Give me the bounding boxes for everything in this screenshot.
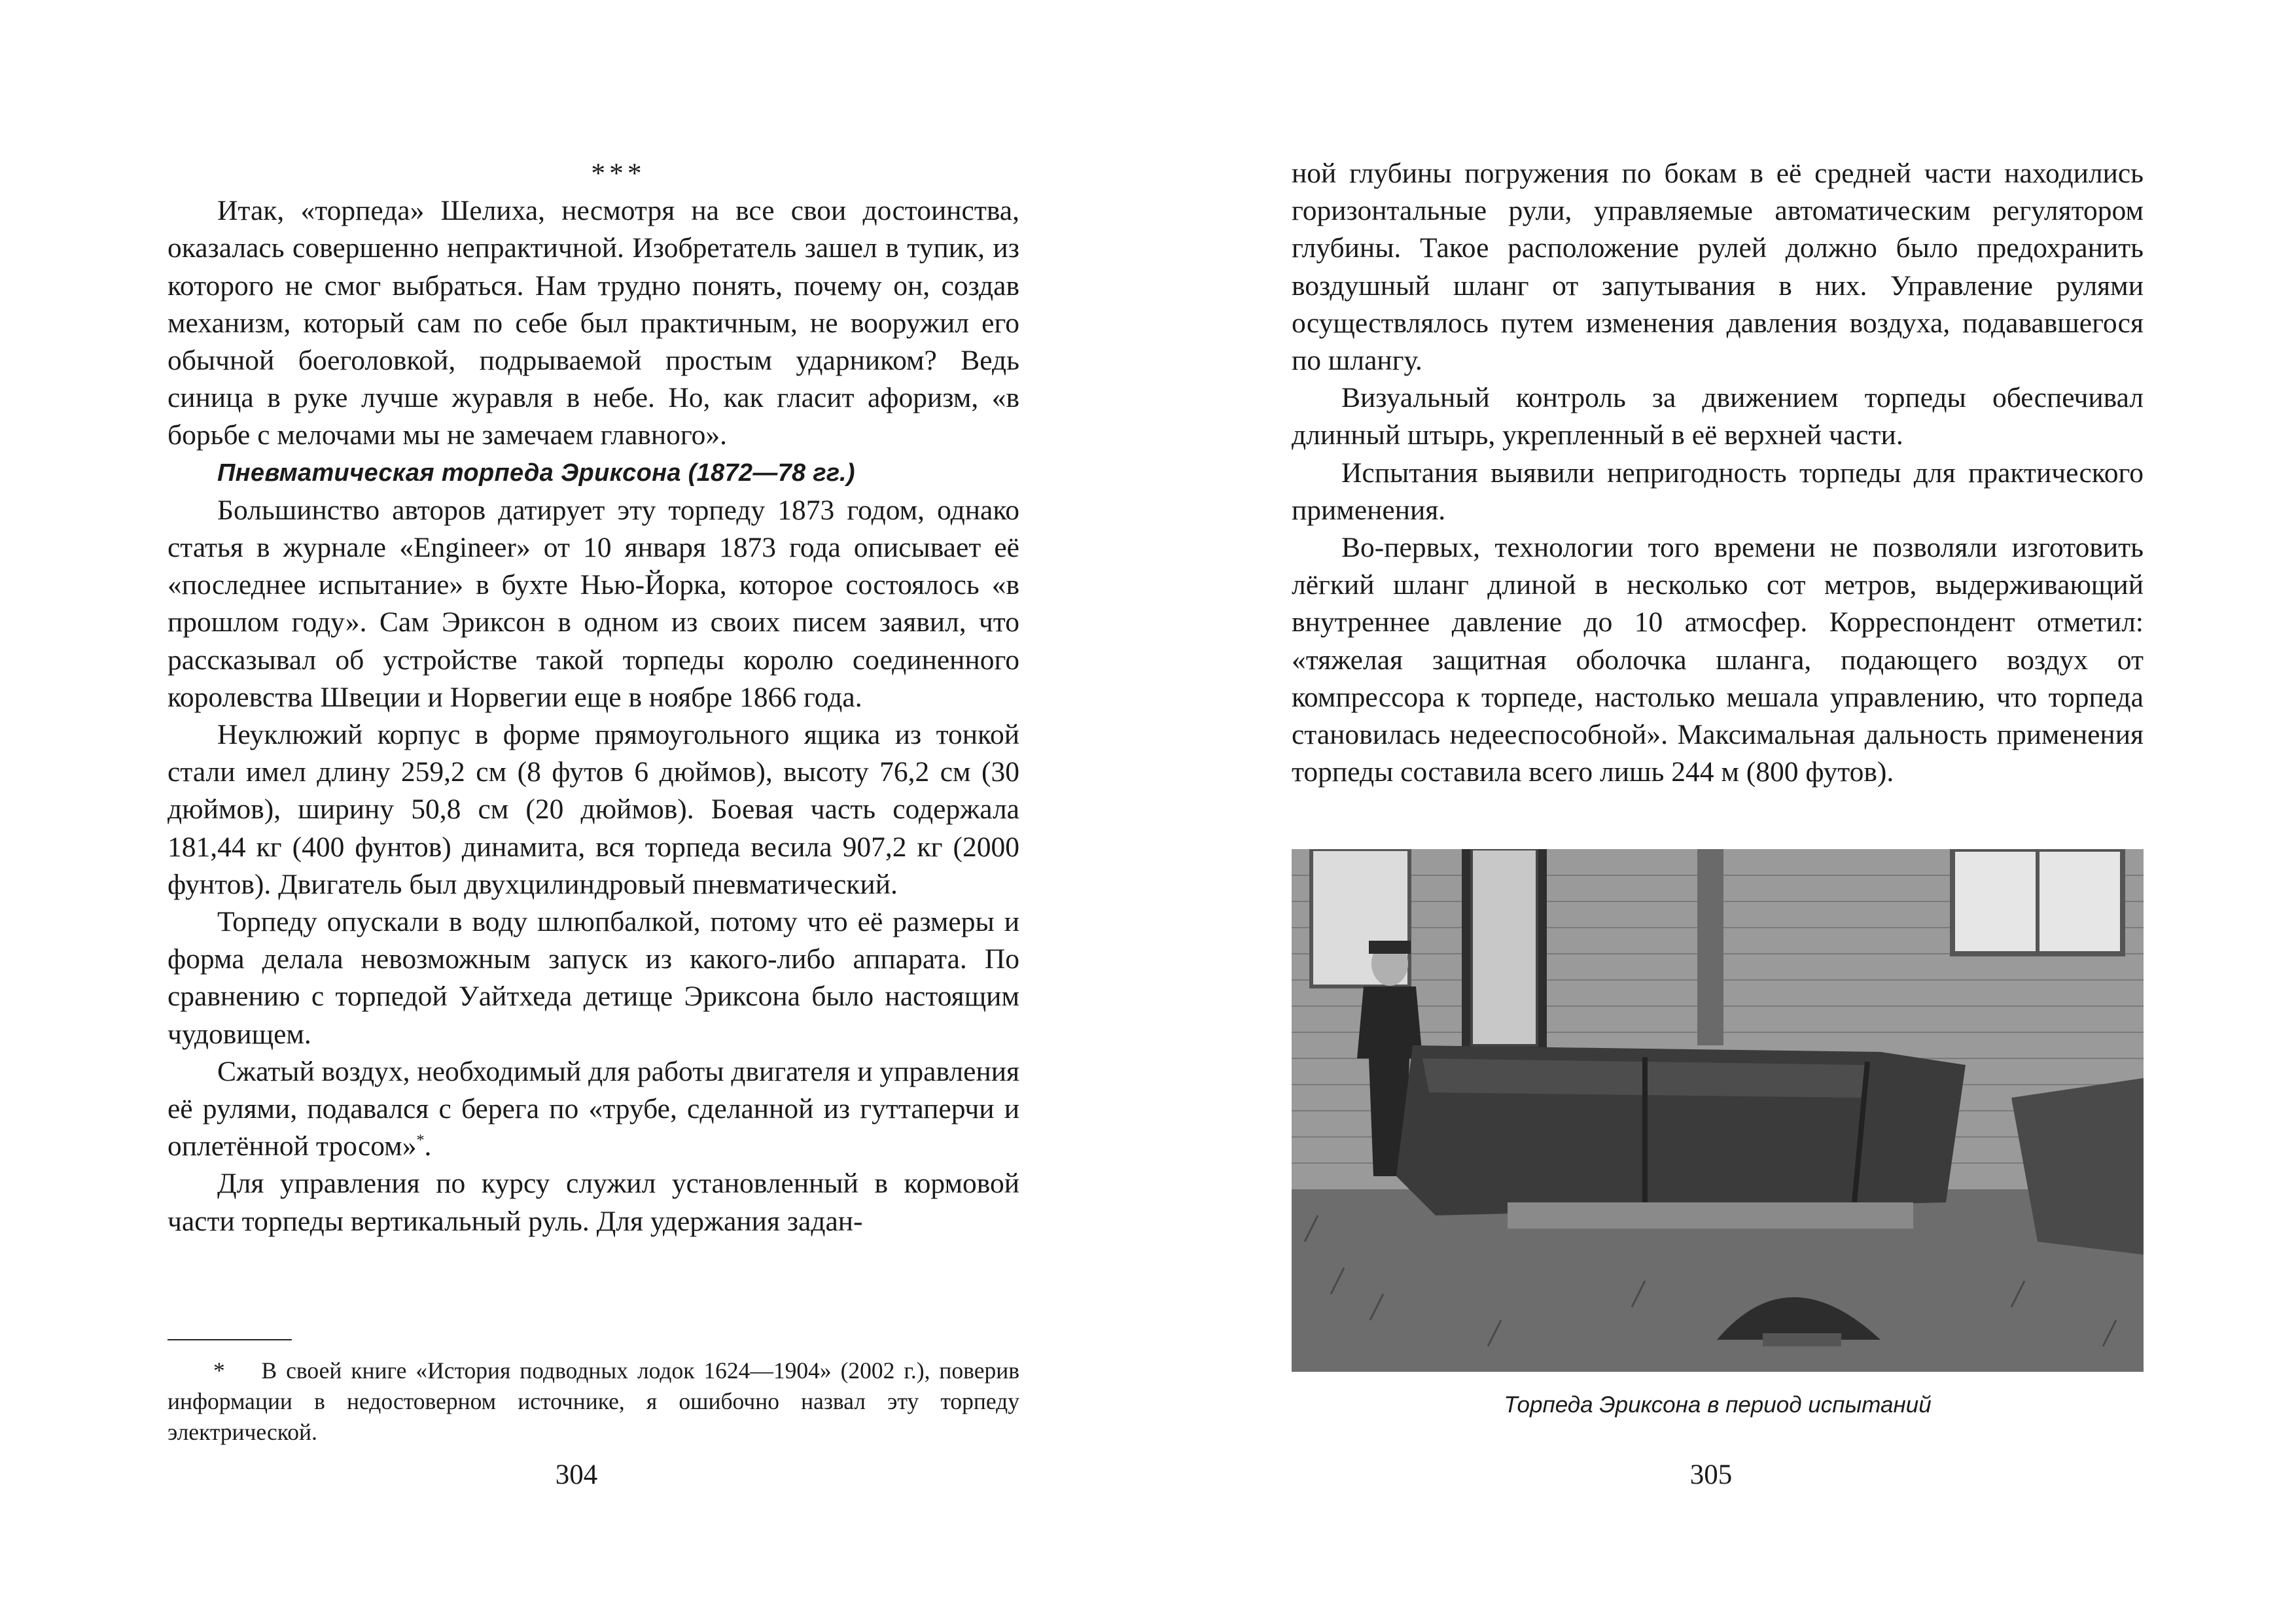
torpedo-photo-illustration bbox=[1292, 849, 2144, 1372]
page-number: 304 bbox=[555, 1459, 598, 1490]
photo-caption: Торпеда Эриксона в период испытаний bbox=[1504, 1392, 1932, 1418]
right-page bbox=[1148, 0, 2296, 1623]
paragraph: Визуальный контроль за движением торпеды обеспечивал длинный штырь, укрепленный в её верхней части. bbox=[1292, 382, 2144, 451]
paragraph: Большинство авторов датирует эту торпеду 1873 годом, однако статья в журнале «Engineer» от 10 января 1873 года описывает её «последнее испытание» в бухте Нью-Йорка, которое состоялось «в прошлом году». Сам Эриксон в одном из своих писем заявил, что рассказывал об устройстве такой торпеды королю соединенного королевства Швеции и Норвегии еще в ноябре 1866 года. bbox=[168, 494, 1019, 713]
paragraph-end: . bbox=[424, 1130, 432, 1162]
paragraph-text: Сжатый воздух, необходимый для работы двигателя и управления её рулями, подавался с берега по «трубе, сделанной из гуттаперчи и оплетённой тросом» bbox=[168, 1055, 1020, 1162]
section-heading: Пневматическая торпеда Эриксона (1872—78 гг.) bbox=[217, 459, 855, 487]
section-separator: *** bbox=[591, 158, 646, 189]
footnote bbox=[168, 1355, 1019, 1448]
paragraph bbox=[168, 1053, 1019, 1166]
paragraph: Для управления по курсу служил установленный в кормовой части торпеды вертикальный руль. Для удержания задан- bbox=[168, 1168, 1019, 1237]
paragraph: Испытания выявили непригодность торпеды для практического применения. bbox=[1292, 457, 2144, 526]
right-text-column bbox=[1292, 155, 2144, 791]
torpedo-photo bbox=[1292, 849, 2144, 1372]
page-number: 305 bbox=[1689, 1459, 1733, 1490]
footnote-marker: * bbox=[213, 1357, 225, 1384]
paragraph: Итак, «торпеда» Шелиха, несмотря на все свои достоинства, оказалась совершенно непрактичной. Изобретатель зашел в тупик, из которого не смог выбраться. Нам трудно понять, почему он, создав механизм, который сам по себе был практичным, не вооружил его обычной боеголовкой, подрываемой простым ударником? Ведь синица в руке лучше журавля в небе. Но, как гласит афоризм, «в борьбе с мелочами мы не замечаем главного». bbox=[168, 195, 1019, 451]
paragraph: Торпеду опускали в воду шлюпбалкой, потому что её размеры и форма делала невозможным запуск из какого-либо аппарата. По сравнению с торпедой Уайтхеда детище Эриксона было настоящим чудовищем. bbox=[168, 906, 1019, 1050]
paragraph: Во-первых, технологии того времени не позволяли изготовить лёгкий шланг длиной в несколько сот метров, выдерживающий внутреннее давление до 10 атмосфер. Корреспондент отметил: «тяжелая защитная оболочка шланга, подающего воздух от компрессора к торпеде, настолько мешала управлению, что торпеда становилась недееспособной». Максимальная дальность применения торпеды составила всего лишь 244 м (800 футов). bbox=[1292, 532, 2144, 788]
left-text-column bbox=[168, 155, 1019, 1240]
paragraph: ной глубины погружения по бокам в её средней части находились горизонтальные рули, управляемые автоматическим регулятором глубины. Такое расположение рулей должно было предохранить воздушный шланг от запутывания в них. Управление рулями осуществлялось путем изменения давления воздуха, подававшегося по шлангу. bbox=[1292, 158, 2144, 377]
footnote-text: В своей книге «История подводных лодок 1624—1904» (2002 г.), поверив информации в недостоверном источнике, я ошибочно назвал эту торпеду электрической. bbox=[168, 1357, 1020, 1445]
footnote-reference: * bbox=[416, 1132, 425, 1149]
footnote-rule bbox=[168, 1339, 292, 1340]
paragraph: Неуклюжий корпус в форме прямоугольного ящика из тонкой стали имел длину 259,2 см (8 футов 6 дюймов), высоту 76,2 см (30 дюймов), ширину 50,8 см (20 дюймов). Боевая часть содержала 181,44 кг (400 фунтов) динамита, вся торпеда весила 907,2 кг (2000 фунтов). Двигатель был двухцилиндровый пневматический. bbox=[168, 719, 1019, 900]
